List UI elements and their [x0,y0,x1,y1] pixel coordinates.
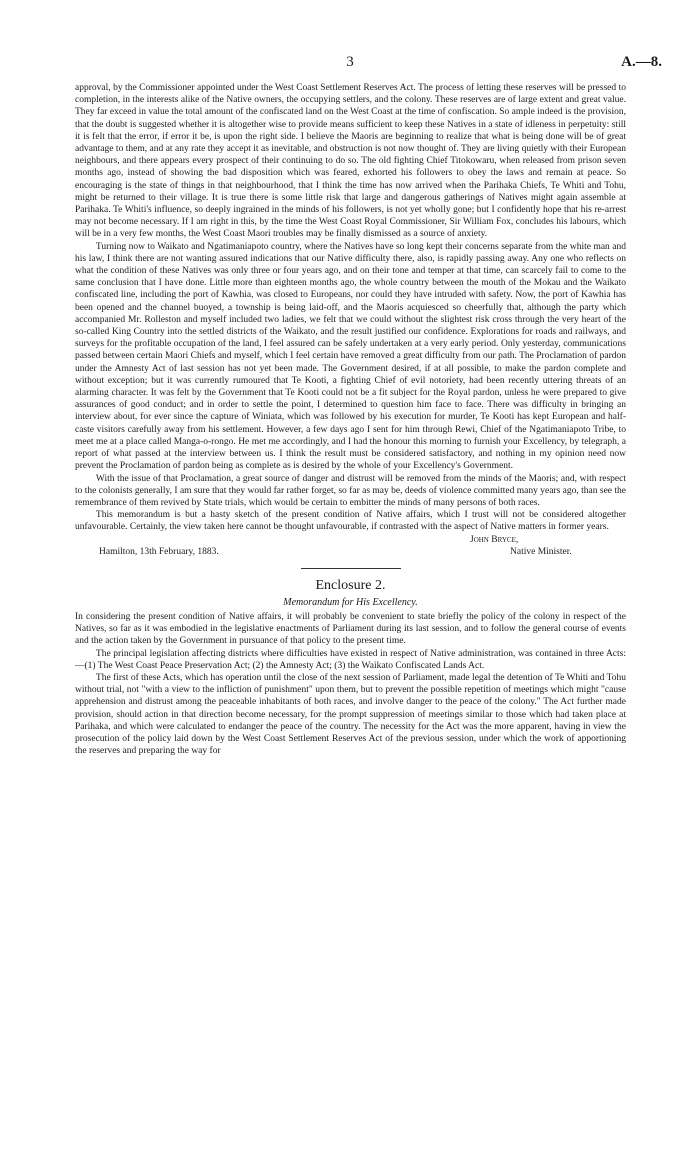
paragraph: The principal legislation affecting districts where difficulties have existed in respect of Native administration, was contained in three Acts:—(1) The West Coast Peace Preservation Act; (2) the Amnesty Act; (3) the Waikato Confiscated Lands Act. [75,648,626,671]
paragraph: In considering the present condition of Native affairs, it will probably be convenient to state briefly the policy of the colony in respect of the Natives, so far as it was embodied in the legislative enactments of Parliament during its last session, and to follow the general course of events and the action taken by the Government in pursuance of that policy to the present time. [75,611,626,647]
document-reference: A.—8. [621,54,662,70]
signature-title: Native Minister. [510,546,572,557]
paragraph: Turning now to Waikato and Ngatimaniapoto country, where the Natives have so long kept their concerns separate from the white man and his law, I think there are not wanting assured indications that our Native difficulty there, also, is rapidly passing away. Any one who reflects on what the condition of these Natives was only three or four years ago, and on their tone and temper at that time, can scarcely fail to come to the same conclusion that I have done. Little more than eighteen months ago, the whole country between the mouth of the Mokau and the Waikato confiscated line, including the port of Kawhia, was closed to Europeans, nor could they have intruded with safety. Now, the port of Kawhia has been opened and the channel buoyed, a township is being laid-off, and the Maoris acquiesced so cheerfully that, although the party which accompanied Mr. Rolleston and myself included two ladies, we felt that we could without the slightest risk cross through the very heart of the so-called King Country into the settled districts of the Waikato, and the result justified our confidence. Explorations for roads and railways, and surveys for the profitable occupation of the land, I feel assured can be safely undertaken at a very early period. Only yesterday, communications passed between certain Maori Chiefs and myself, which I feel certain have removed a great difficulty from our path. The Proclamation of pardon under the Amnesty Act of last session has not yet been made. The Government desired, if at all possible, to make the pardon complete and without exception; but it was currently rumoured that Te Kooti, a fighting Chief of evil notoriety, had been recently uttering threats of an alarming character. It was felt by the Government that Te Kooti could not be a fit subject for the Royal pardon, unless he were prepared to give assurances of good conduct; and in order to settle the point, I determined to question him face to face. There was difficulty in bringing an interview about, for ever since the capture of Winiata, which was followed by his execution for murder, Te Kooti has kept European and half-caste visitors carefully away from his settlement. However, a few days ago I sent for him through Rewi, Chief of the Ngatimaniapoto Tribe, to meet me at a place called Manga-o-rongo. He met me accordingly, and I had the honour this morning to furnish your Excellency, by telegraph, a report of what passed at the interview between us. I think the result must be considered satisfactory, and nothing in my opinion need now prevent the Proclamation of pardon being as complete as is desired by the whole of your Excellency's Government. [75,241,626,472]
paragraph: approval, by the Commissioner appointed under the West Coast Settlement Reserves Act. The process of letting these reserves will be pressed to completion, in the interests alike of the Native owners, the occupying settlers, and the colony. These reserves are of large extent and great value. They far exceed in value the total amount of the confiscated land on the West Coast at the time of confiscation. So ample indeed is the provision, that the doubt is suggested whether it is altogether wise to provide means sufficient to keep these Natives in a state of idleness in perpetuity: still it is felt that the error, if error it be, is upon the right side. I believe the Maoris are beginning to realize that what is being done will be of great advantage to them, and at any rate they accept it as inevitable, and obstruction is not now thought of. They are living quietly with their European neighbours, and there appears every prospect of their continuing to do so. The old fighting Chief Titokowaru, when released from prison seven months ago, instead of showing the bad disposition which was feared, exhorted his followers to obey the laws and remain at peace. So encouraging is the state of things in that neighbourhood, that I think the time has now arrived when the Parihaka Chiefs, Te Whiti and Tohu, might be returned to their village. It is true there is some little risk that large and dangerous gatherings of Natives might again assemble at Parihaka. Te Whiti's influence, so deeply ingrained in the minds of his followers, is not yet wholly gone; but I confidently hope that his re-arrest may not become necessary. If I am right in this, by the time the West Coast Royal Commissioner, Sir William Fox, concludes his labours, which will be in a very few months, the West Coast Maori troubles may be finally dismissed as a source of anxiety. [75,83,626,240]
signature-name: John Bryce, [470,534,519,545]
signature-date-row [75,546,626,558]
memorandum-title: Memorandum for His Excellency. [283,596,418,608]
signature-place-date: Hamilton, 13th February, 1883. [99,546,219,557]
paragraph: This memorandum is but a hasty sketch of the present condition of Native affairs, which I trust will not be considered altogether unfavourable. Certainly, the view taken here cannot be thought unfavourable, if contrasted with the aspect of Native matters in former years. [75,510,626,533]
section-divider [301,568,401,569]
paragraph: With the issue of that Proclamation, a great source of danger and distrust will be removed from the minds of the Maoris; and, with respect to the colonists generally, I am sure that they would far rather forget, so far as may be, deeds of violence committed many years ago, than see the remembrance of them revived by State trials, which would be certain to embitter the minds of many persons of both races. [75,473,626,508]
paragraph: The first of these Acts, which has operation until the close of the next session of Parliament, made legal the detention of Te Whiti and Tohu without trial, not "with a view to the infliction of punishment" upon them, but to prevent the possible repetition of meetings which might "cause apprehension and distrust among the peaceable inhabitants of both races, and involve danger to the peace of the colony." The Act further made provision, should action in that direction become necessary, for the prompt suppression of meetings similar to those which had taken place at Parihaka, and which were calculated to endanger the peace of the country. The necessity for the Act was the more apparent, having in view the prosecution of the policy laid down by the West Coast Settlement Reserves Act of the previous session, under which the work of apportioning the reserves and preparing the way for [75,672,626,757]
body-text [75,82,626,757]
signature-name-row [75,534,626,546]
page-number: 3 [346,54,354,70]
enclosure-heading: Enclosure 2. [315,577,386,593]
